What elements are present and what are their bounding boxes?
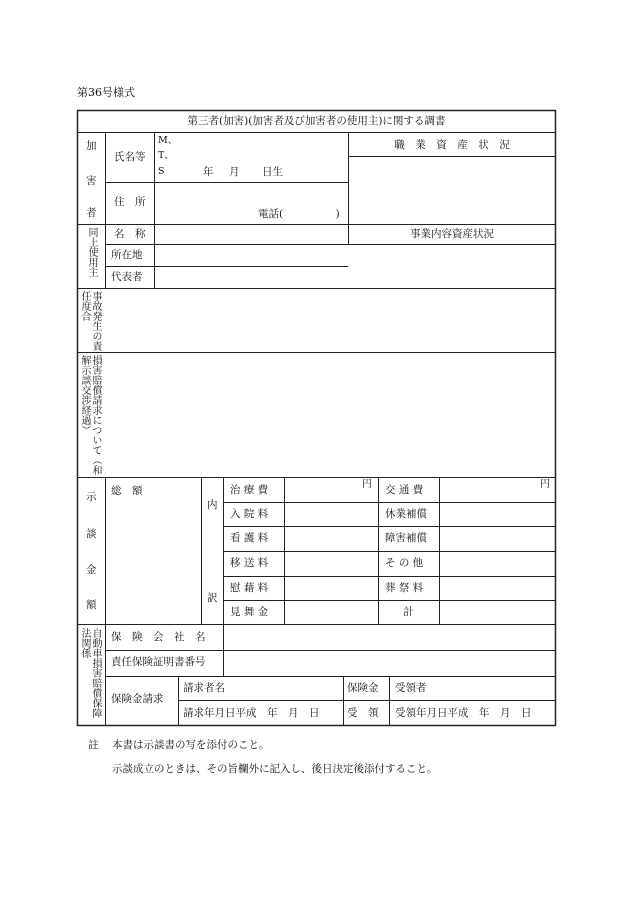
era-meiji: M、 — [158, 135, 178, 146]
phone-label: 電話( ) — [258, 208, 340, 220]
settlement-label-1: 示 — [86, 491, 97, 503]
insurance-label: 自動車損害賠償保障法関係 — [79, 628, 101, 718]
item-treatment: 治 療 費 — [230, 484, 269, 496]
item-leave-comp: 休業補償 — [385, 508, 427, 520]
item-nursing: 看 護 料 — [230, 532, 269, 544]
name-label: 氏名等 — [114, 151, 146, 163]
item-total: 計 — [403, 606, 414, 618]
receiver-label: 受領者 — [395, 682, 427, 694]
settlement-label-2: 談 — [86, 528, 97, 540]
claimant-label: 請求者名 — [183, 682, 225, 694]
employer-rep-label: 代表者 — [111, 271, 143, 283]
breakdown-label-2: 訳 — [207, 592, 218, 604]
item-traffic: 交 通 費 — [385, 484, 424, 496]
item-disability-comp: 障害補償 — [385, 532, 427, 544]
claim-date-label: 請求年月日平成 年 月 日 — [183, 707, 320, 719]
receipt-label-1: 保険金 — [347, 682, 379, 694]
settlement-label-4: 額 — [86, 599, 97, 611]
assailant-label-1: 加 — [86, 140, 97, 152]
certificate-number-label: 責任保険証明書番号 — [111, 656, 206, 668]
total-label: 総 額 — [111, 485, 143, 497]
address-label: 住 所 — [114, 196, 146, 208]
item-sympathy: 見 舞 金 — [230, 606, 269, 618]
damages-label: 損害賠償請求について（和解示談交渉経過） — [79, 355, 101, 475]
form-number: 第36号様式 — [77, 86, 135, 99]
birth-month: 月 — [229, 166, 240, 178]
receipt-date-label: 受領年月日平成 年 月 日 — [395, 707, 532, 719]
receipt-label-2: 受 領 — [347, 707, 379, 719]
item-transport: 移 送 料 — [230, 557, 269, 569]
business-label: 事業内容資産状況 — [410, 228, 494, 240]
item-consolation: 慰 藉 料 — [230, 582, 269, 594]
breakdown-label-1: 内 — [207, 499, 218, 511]
employer-label: 同上使用主 — [86, 227, 97, 277]
employer-name-label: 名 称 — [114, 228, 146, 240]
era-taisho: T、 — [158, 150, 174, 161]
yen-label-2: 円 — [540, 479, 550, 490]
yen-label-1: 円 — [362, 479, 372, 490]
assailant-label-2: 害 — [86, 175, 97, 187]
item-funeral: 葬 祭 料 — [385, 582, 424, 594]
fault-label: 事故発生の責任度合 — [79, 291, 101, 351]
notes-line-2: 示談成立のときは、その旨欄外に記入し、後日決定後添付すること。 — [112, 763, 438, 775]
settlement-label-3: 金 — [86, 564, 97, 576]
claim-label: 保険金請求 — [111, 693, 164, 705]
insurance-company-label: 保 険 会 社 名 — [111, 631, 206, 643]
occupation-label: 職 業 資 産 状 況 — [394, 139, 510, 151]
birth-year: 年 — [203, 166, 214, 178]
birth-day: 日生 — [262, 166, 283, 178]
item-other: そ の 他 — [385, 557, 424, 569]
assailant-label-3: 者 — [86, 207, 97, 219]
notes-line-1: 本書は示談書の写を添付のこと。 — [112, 739, 270, 751]
form-title: 第三者(加害)(加害者及び加害者の使用主)に関する調書 — [187, 115, 446, 127]
employer-location-label: 所在地 — [111, 249, 143, 261]
notes-prefix: 註 — [88, 739, 99, 751]
item-hospital: 入 院 料 — [230, 508, 269, 520]
era-showa: S — [158, 166, 165, 177]
